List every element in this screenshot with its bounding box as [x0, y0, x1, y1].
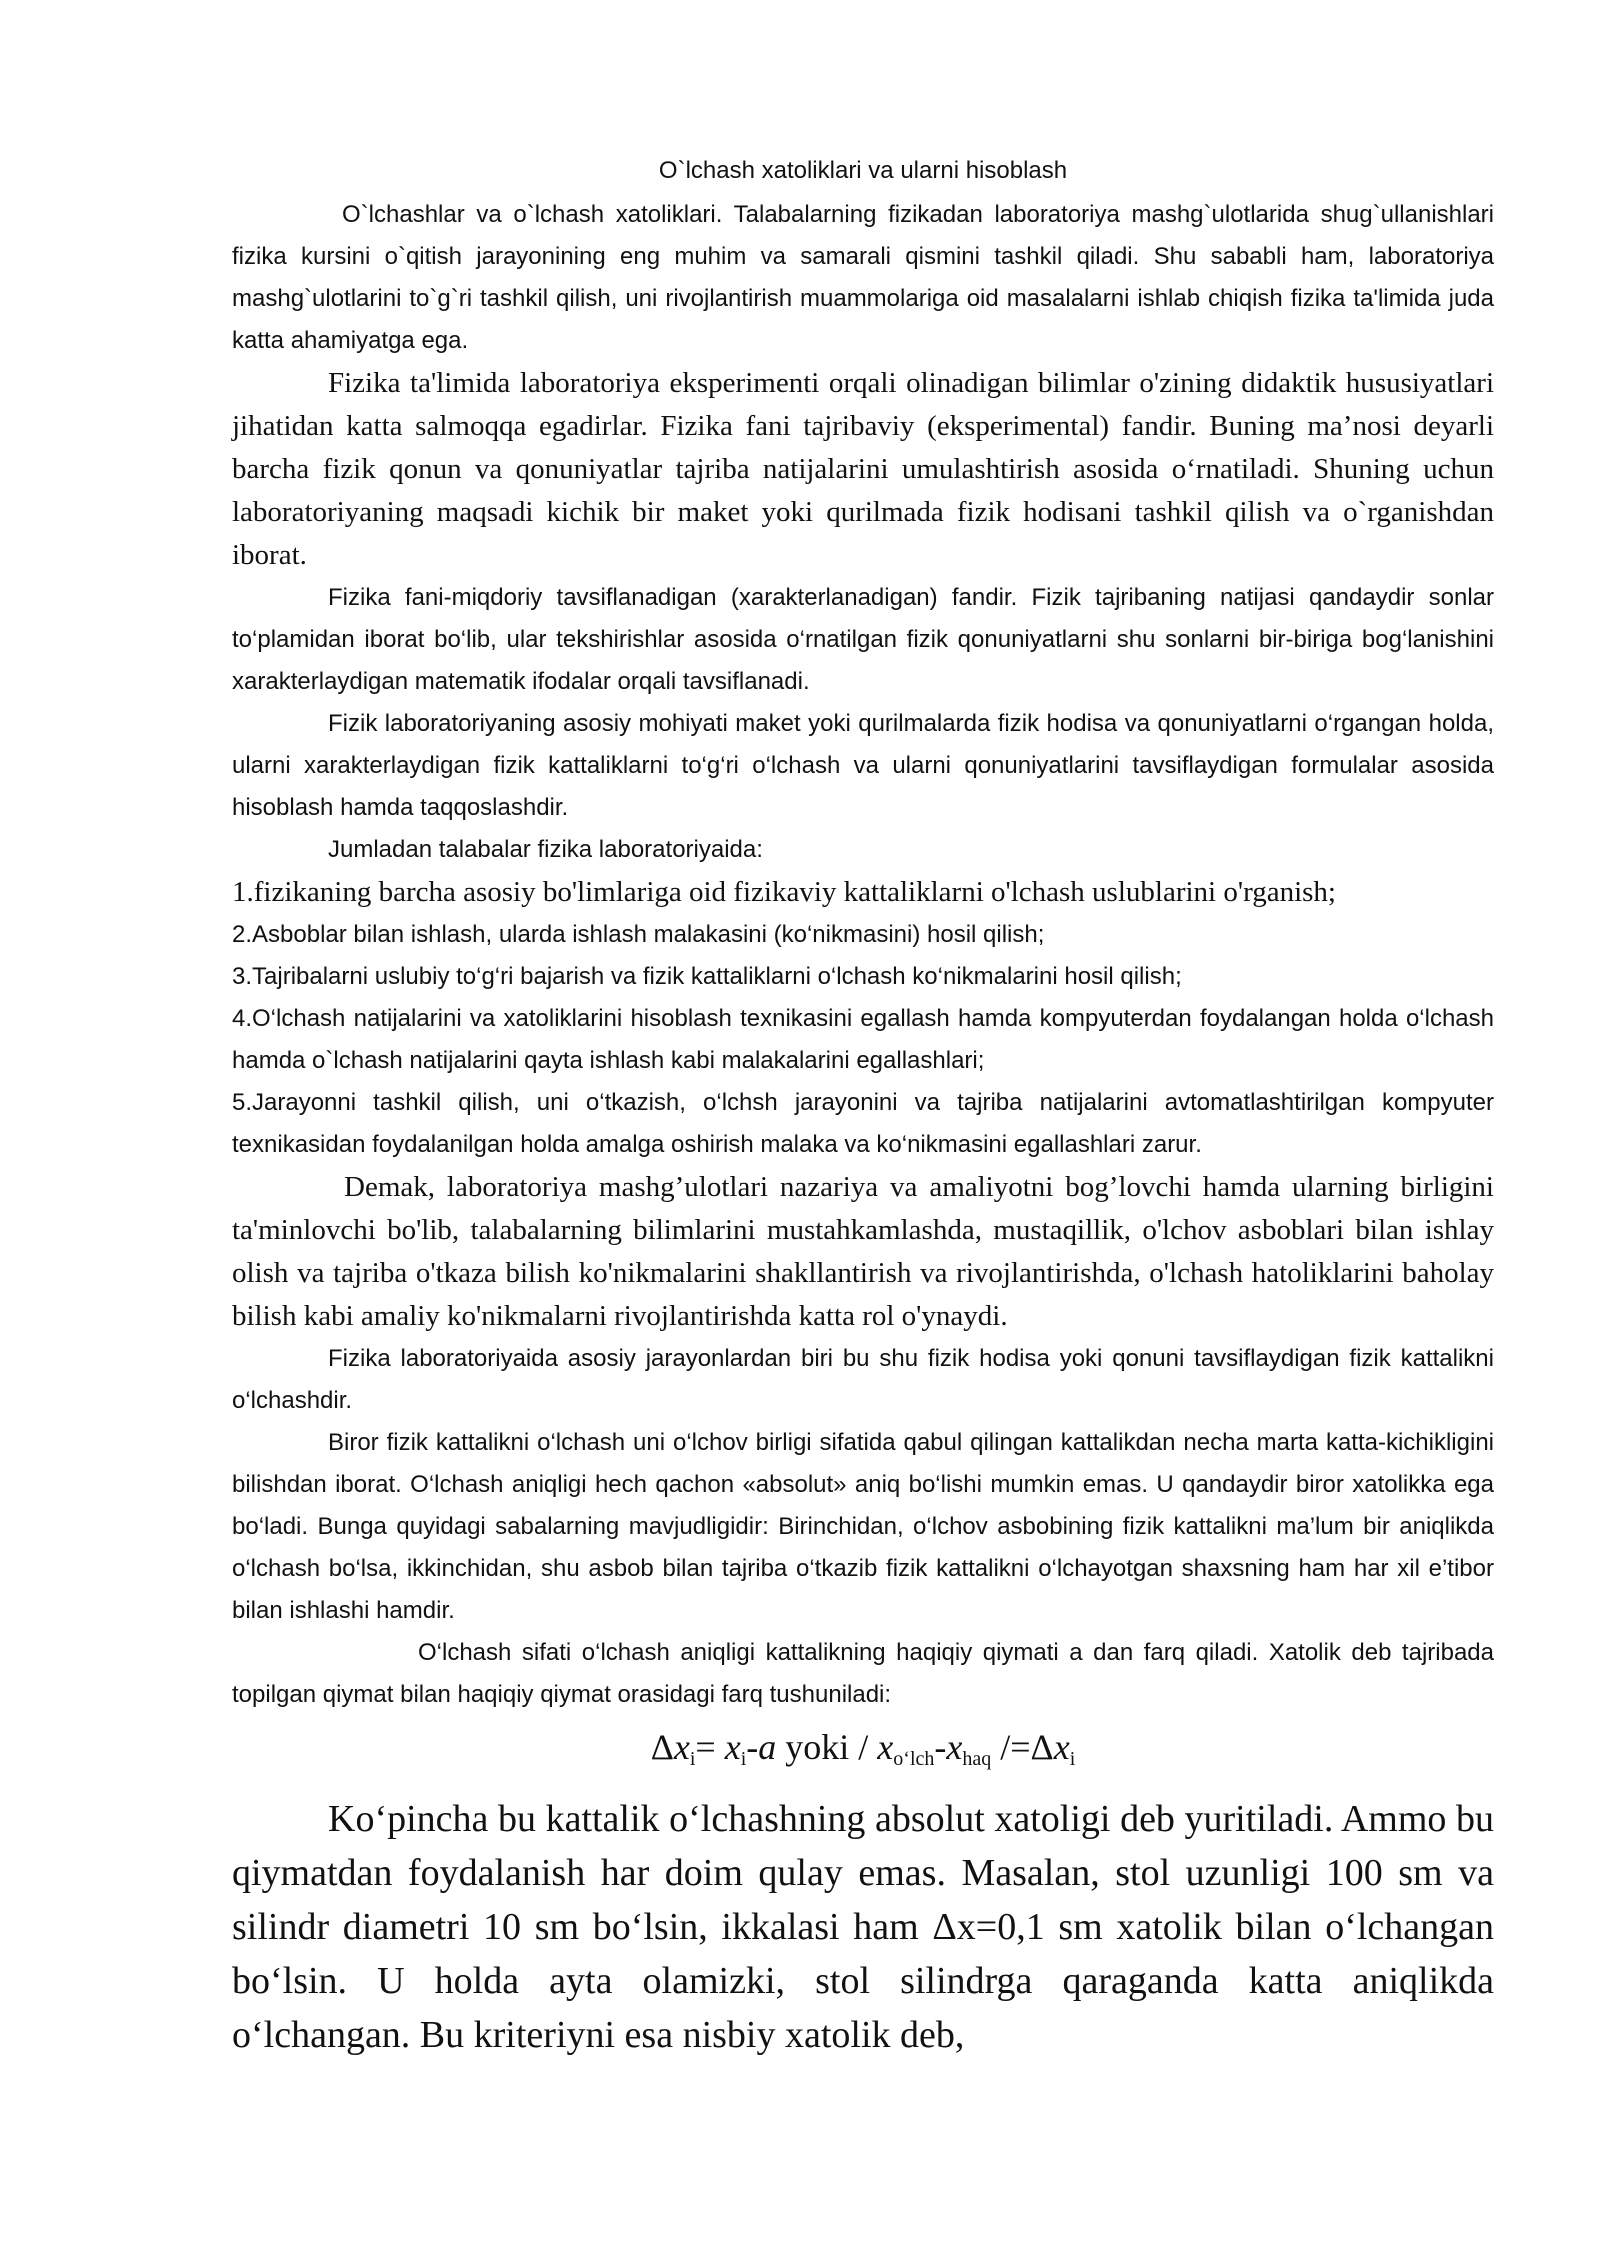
paragraph-conclusion: Demak, laboratoriya mashg’ulotlari nazariya va amaliyotni bog’lovchi hamda ularning birligini ta'minlovchi bo'lib, talabalarning bilimlarini mustahkamlashda, mustaqillik, o'lchov asboblari bilan ishlay olish va tajriba o'tkaza bilish ko'nikmalarini shakllantirish va rivojlantirishda, o'lchash hatoliklarini baholay bilish kabi amaliy ko'nikmalarni rivojlantirishda katta rol o'ynaydi. — [232, 1171, 1494, 1332]
formula-minus-a: -a — [746, 1727, 777, 1767]
document-title: O`lchash xatoliklari va ularni hisoblash — [658, 157, 1068, 184]
formula-tail: /=Δ — [991, 1727, 1054, 1767]
paragraph-measurement: Fizika laboratoriyaida asosiy jarayonlardan biri bu shu fizik hodisa yoki qonuni tavsiflaydigan fizik kattalikni o‘lchashdir. — [232, 1345, 1494, 1414]
formula-x: x — [1053, 1727, 1070, 1767]
document-body — [232, 150, 1494, 2062]
formula-x: x — [946, 1727, 963, 1767]
formula-delta: Δ — [650, 1727, 674, 1767]
paragraph-intro: O`lchashlar va o`lchash xatoliklari. Talabalarning fizikadan laboratoriya mashg`ulotlarida shug`ullanishlari fizika kursini o`qitish jarayonining eng muhim va samarali qismini tashkil qiladi. Shu sababli ham, laboratoriya mashg`ulotlarini to`g`ri tashkil qilish, uni rivojlantirish muammolariga oid masalalarni ishlab chiqish fizika ta'limida juda katta ahamiyatga ega. — [232, 201, 1494, 354]
formula-sub-i: i — [689, 1748, 696, 1770]
formula-sub-olch: o‘lch — [893, 1748, 935, 1770]
formula-equals: = — [695, 1727, 725, 1767]
error-formula — [232, 1718, 1494, 1788]
list-item: 5.Jarayonni tashkil qilish, uni o‘tkazish, o‘lchsh jarayonini va tajriba natijalarini avtomatlashtirilgan kompyuter texnikasidan foydalanilgan holda amalga oshirish malaka va ko‘nikmasini egallashlari zarur. — [232, 1089, 1494, 1158]
formula-sub-i: i — [1069, 1748, 1076, 1770]
list-item: 4.O‘lchash natijalarini va xatoliklarini hisoblash texnikasini egallash hamda kompyuterdan foydalangan holda o‘lchash hamda o`lchash natijalarini qayta ishlash kabi malakalarini egallashlari; — [232, 1005, 1494, 1074]
paragraph-didactic: Fizika ta'limida laboratoriya eksperimenti orqali olinadigan bilimlar o'zining didaktik hususiyatlari jihatidan katta salmoqqa egadirlar. Fizika fani tajribaviy (eksperimental) fandir. Buning ma’nosi deyarli barcha fizik qonun va qonuniyatlar tajriba natijalarini umulashtirish asosida o‘rnatiladi. Shuning uchun laboratoriyaning maqsadi kichik bir maket yoki qurilmada fizik hodisani tashkil qilish va o`rganishdan iborat. — [232, 367, 1494, 571]
paragraph-essence: Fizik laboratoriyaning asosiy mohiyati maket yoki qurilmalarda fizik hodisa va qonuniyatlarni o‘rgangan holda, ularni xarakterlaydigan fizik kattaliklarni to‘g‘ri o‘lchash va ularni qonuniyatlarini tavsiflaydigan formulalar asosida hisoblash hamda taqqoslashdir. — [232, 710, 1494, 821]
formula-x: x — [724, 1727, 741, 1767]
formula-x: x — [673, 1727, 690, 1767]
paragraph-absolute-error: Ko‘pincha bu kattalik o‘lchashning absolut xatoligi deb yuritiladi. Ammo bu qiymatdan foydalanish har doim qulay emas. Masalan, stol uzunligi 100 sm va silindr diametri 10 sm bo‘lsin, ikkalasi ham Δx=0,1 sm xatolik bilan o‘lchangan bo‘lsin. U holda ayta olamizki, stol silindrga qaraganda katta aniqlikda o‘lchangan. Bu kriteriyni esa nisbiy xatolik deb, — [232, 1798, 1494, 2056]
objectives-list — [232, 871, 1494, 1166]
paragraph-error-definition: O‘lchash sifati o‘lchash aniqligi kattalikning haqiqiy qiymati a dan farq qiladi. Xatolik deb tajribada topilgan qiymat bilan haqiqiy qiymat orasidagi farq tushuniladi: — [232, 1639, 1494, 1708]
formula-sub-i: i — [740, 1748, 747, 1770]
paragraph-list-intro: Jumladan talabalar fizika laboratoriyaida: — [328, 836, 763, 863]
list-item: 2.Asboblar bilan ishlash, ularda ishlash malakasini (ko‘nikmasini) hosil qilish; — [232, 921, 1045, 948]
list-item: 1.fizikaning barcha asosiy bo'limlariga oid fizikaviy kattaliklarni o'lchash uslublarini o'rganish; — [232, 876, 1336, 908]
paragraph-accuracy: Biror fizik kattalikni o‘lchash uni o‘lchov birligi sifatida qabul qilingan kattalikdan necha marta katta-kichikligini bilishdan iborat. O‘lchash aniqligi hech qachon «absolut» aniq bo‘lishi mumkin emas. U qandaydir biror xatolikka ega bo‘ladi. Bunga quyidagi sabalarning mavjudligidir: Birinchidan, o‘lchov asbobining fizik kattalikni ma’lum bir aniqlikda o‘lchash bo‘lsa, ikkinchidan, shu asbob bilan tajriba o‘tkazib fizik kattalikni o‘lchayotgan shaxsning ham har xil e’tibor bilan ishlashi hamdir. — [232, 1429, 1494, 1624]
formula-x: x — [877, 1727, 894, 1767]
formula-sub-haq: haq — [962, 1748, 992, 1770]
formula-dash: - — [934, 1727, 947, 1767]
paragraph-quantitative: Fizika fani-miqdoriy tavsiflanadigan (xarakterlanadigan) fandir. Fizik tajribaning natijasi qandaydir sonlar to‘plamidan iborat bo‘lib, ular tekshirishlar asosida o‘rnatilgan fizik qonuniyatlarni shu sonlarni bir-biriga bog‘lanishini xarakterlaydigan matematik ifodalar orqali tavsiflanadi. — [232, 584, 1494, 695]
list-item: 3.Tajribalarni uslubiy to‘g‘ri bajarish va fizik kattaliklarni o‘lchash ko‘nikmalarini hosil qilish; — [232, 963, 1182, 990]
formula-yoki: yoki / — [776, 1727, 878, 1767]
